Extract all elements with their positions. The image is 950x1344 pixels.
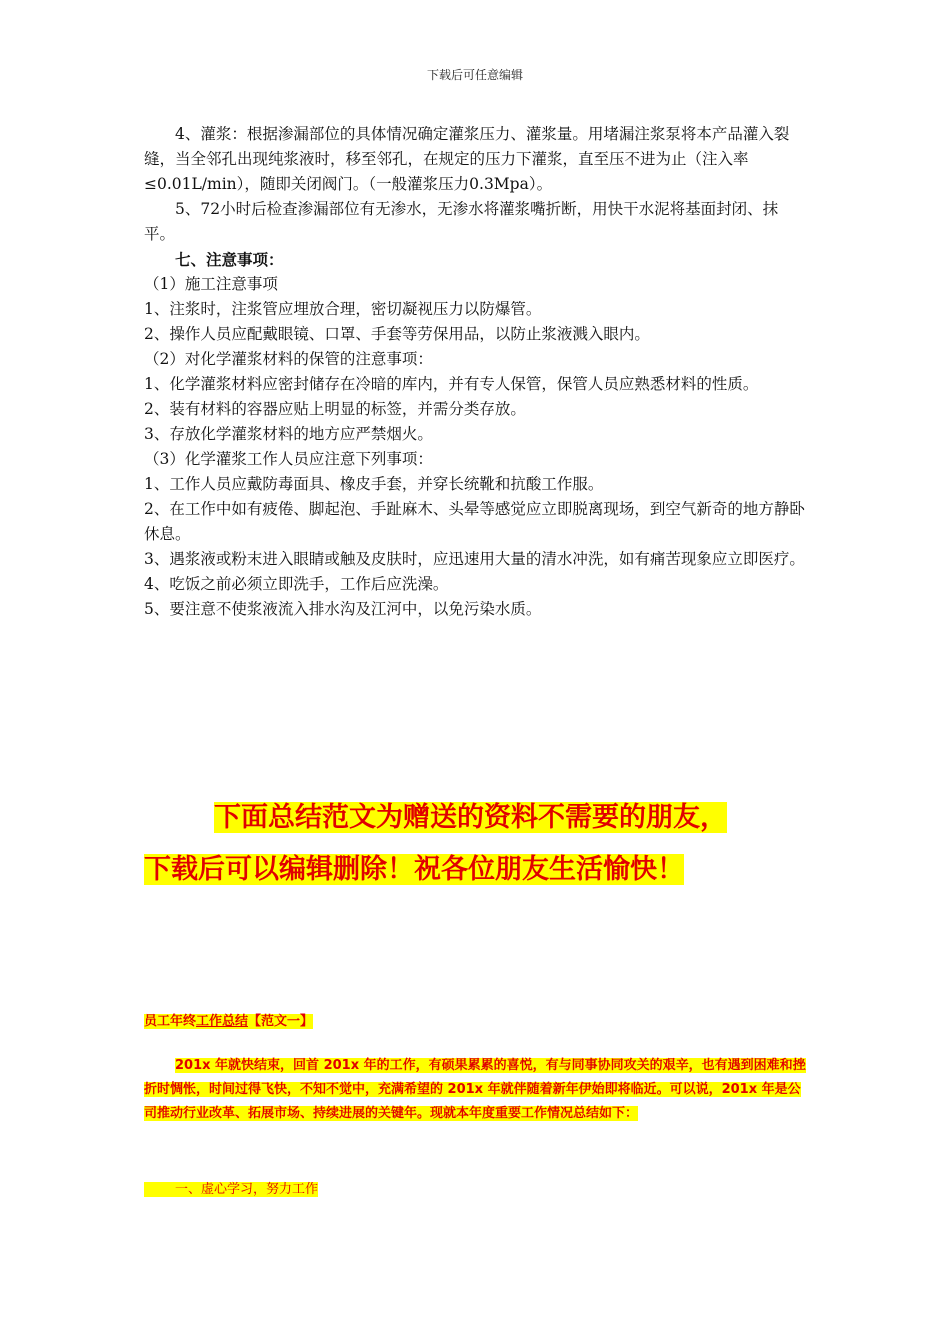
promo-notice <box>144 792 804 896</box>
promo-line-1: 下面总结范文为赠送的资料不需要的朋友， <box>214 802 727 833</box>
list-item: 3、遇浆液或粉末进入眼睛或触及皮肤时，应迅速用大量的清水冲洗，如有痛苦现象应立即医疗。 <box>144 550 805 568</box>
section-title-precautions: 七、注意事项： <box>175 250 284 269</box>
document-body <box>144 122 808 622</box>
list-item: 1、工作人员应戴防毒面具、橡皮手套，并穿长统靴和抗酸工作服。 <box>144 475 604 493</box>
list-item: 2、在工作中如有疲倦、脚起泡、手趾麻木、头晕等感觉应立即脱离现场，到空气新奇的地方静卧休息。 <box>144 500 805 543</box>
list-item: 2、装有材料的容器应贴上明显的标签，并需分类存放。 <box>144 400 526 418</box>
list-item: 3、存放化学灌浆材料的地方应严禁烟火。 <box>144 425 433 443</box>
list-item: （2）对化学灌浆材料的保管的注意事项： <box>144 350 433 368</box>
sample-paragraph-text: 201x 年就快结束，回首 201x 年的工作，有硕果累累的喜悦，有与同事协同攻关的艰辛，也有遇到困难和挫折时惆怅，时间过得飞快，不知不觉中，充满希望的 201x 年就伴随着新年伊始即将临近。可以说，201x 年是公司推动行业改革、拓展市场、持续进展的关键年。现就本年度重要工作情况总结如下： <box>144 1058 806 1121</box>
paragraph-inspection: 5、72小时后检查渗漏部位有无渗水，无渗水将灌浆嘴折断，用快干水泥将基面封闭、抹平。 <box>144 200 779 243</box>
list-item: 4、吃饭之前必须立即洗手，工作后应洗澡。 <box>144 575 449 593</box>
list-item: 5、要注意不使浆液流入排水沟及江河中，以免污染水质。 <box>144 600 542 618</box>
list-item: 1、注浆时，注浆管应埋放合理，密切凝视压力以防爆管。 <box>144 300 542 318</box>
list-item: （1）施工注意事项 <box>144 275 278 293</box>
list-item: （3）化学灌浆工作人员应注意下列事项： <box>144 450 433 468</box>
page-header: 下载后可任意编辑 <box>426 68 523 82</box>
sample-title-link[interactable]: 工作总结 <box>196 1014 249 1029</box>
sample-title-part-c: 【范文一】 <box>248 1014 314 1029</box>
sample-title <box>144 1010 808 1029</box>
sample-section-heading <box>144 1178 808 1197</box>
list-item: 2、操作人员应配戴眼镜、口罩、手套等劳保用品，以防止浆液溅入眼内。 <box>144 325 650 343</box>
sample-title-part-a: 员工年终 <box>144 1014 197 1029</box>
paragraph-grouting: 4、灌浆：根据渗漏部位的具体情况确定灌浆压力、灌浆量。用堵漏注浆泵将本产品灌入裂缝，当全邻孔出现纯浆液时，移至邻孔，在规定的压力下灌浆，直至压不进为止（注入率≤0.01L/min），随即关闭阀门。（一般灌浆压力0.3Mpa）。 <box>144 125 790 193</box>
sample-section-text: 一、虚心学习，努力工作 <box>144 1182 318 1197</box>
promo-line-2: 下载后可以编辑删除！祝各位朋友生活愉快！ <box>144 854 684 885</box>
list-item: 1、化学灌浆材料应密封储存在冷暗的库内，并有专人保管，保管人员应熟悉材料的性质。 <box>144 375 759 393</box>
sample-paragraph <box>144 1054 808 1126</box>
